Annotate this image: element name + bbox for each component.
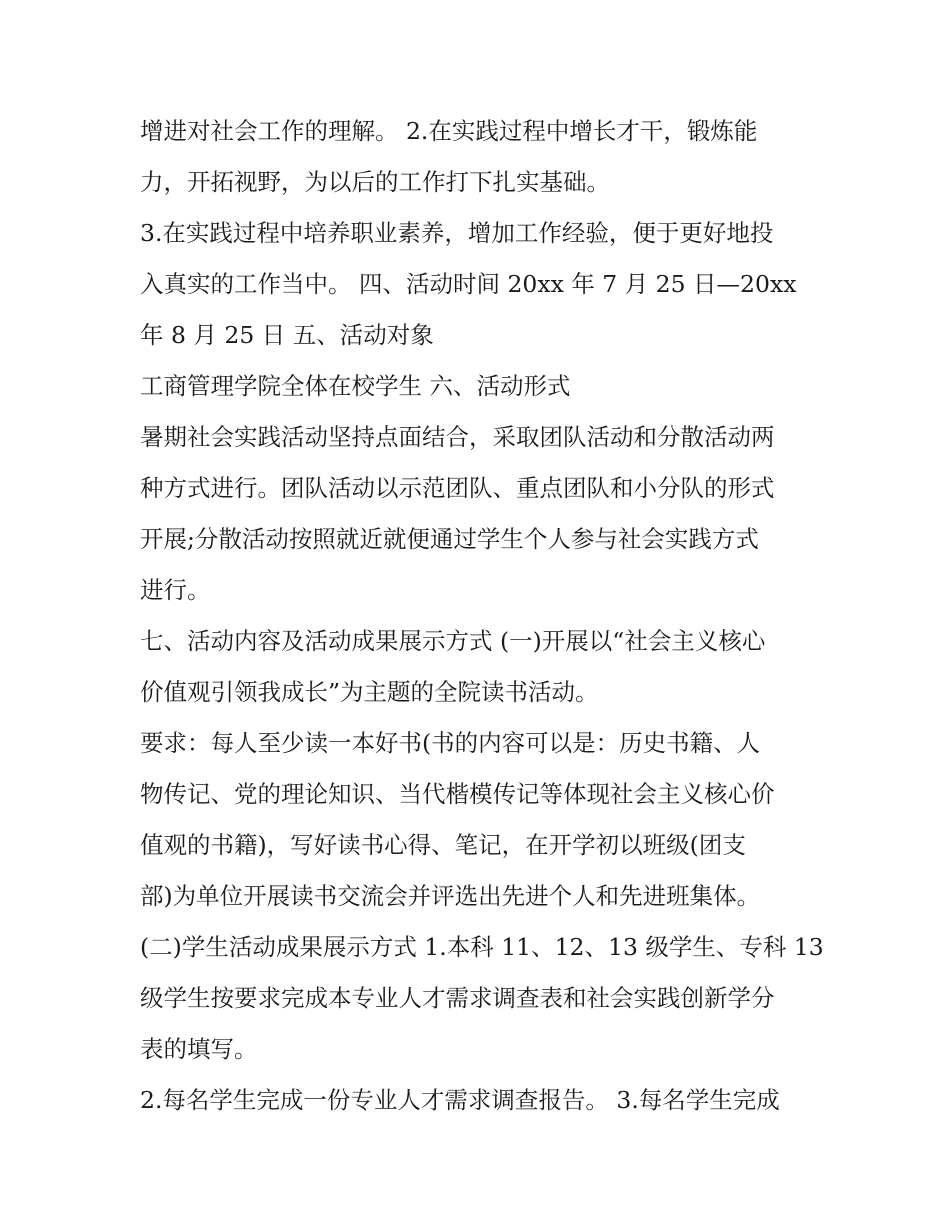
text-line: 级学生按要求完成本专业人才需求调查表和社会实践创新学分 [140,984,775,1012]
text-line: 2.每名学生完成一份专业人才需求调查报告。 3.每名学生完成 [140,1086,780,1114]
text-line: 开展;分散活动按照就近就便通过学生个人参与社会实践方式 [140,525,759,553]
text-line: 表的填写。 [140,1035,258,1063]
text-line: 暑期社会实践活动坚持点面结合，采取团队活动和分散活动两 [140,423,775,451]
text-line: 价值观引领我成长”为主题的全院读书活动。 [140,678,599,706]
text-line: 物传记、党的理论知识、当代楷模传记等体现社会主义核心价 [140,780,775,808]
text-line: 工商管理学院全体在校学生 六、活动形式 [140,372,571,400]
text-line: 要求：每人至少读一本好书(书的内容可以是：历史书籍、人 [140,729,761,757]
text-line: 3.在实践过程中培养职业素养，增加工作经验，便于更好地投 [140,219,774,247]
text-line: 入真实的工作当中。 四、活动时间 20xx 年 7 月 25 日—20xx [140,270,797,298]
text-line: 进行。 [140,576,211,604]
text-line: 七、活动内容及活动成果展示方式 (一)开展以“社会主义核心 [140,627,766,655]
text-line: 种方式进行。团队活动以示范团队、重点团队和小分队的形式 [140,474,775,502]
text-line: (二)学生活动成果展示方式 1.本科 11、12、13 级学生、专科 13 [140,933,824,961]
text-line: 年 8 月 25 日 五、活动对象 [140,321,434,349]
document-body [140,106,824,1126]
text-line: 增进对社会工作的理解。 2.在实践过程中增长才干，锻炼能 [140,117,758,145]
text-line: 部)为单位开展读书交流会并评选出先进个人和先进班集体。 [140,882,761,910]
text-line: 值观的书籍)，写好读书心得、笔记，在开学初以班级(团支 [140,831,746,859]
text-line: 力，开拓视野，为以后的工作打下扎实基础。 [140,168,610,196]
